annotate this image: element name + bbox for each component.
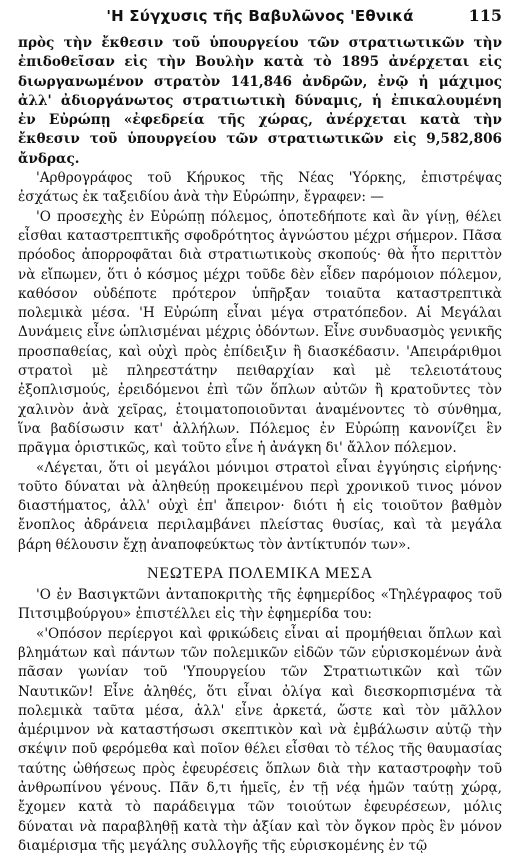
paragraph-armaments: «'Οπόσον περίεργοι καὶ φρικώδεις εἶναι αἱ προμήθειαι ὅπλων καὶ βλημάτων καὶ πάντων τῶν πολεμικῶν εἰδῶν τῶν εὑρισκομένων ἀνὰ πᾶσαν γωνίαν τοῦ 'Υπουργείου τῶν Στρατιωτικῶν καὶ τῶν Ναυτικῶν! Εἶνε ἀληθές, ὅτι εἶναι ὀλίγα καὶ διεσκορπισμένα τὰ πολεμικὰ ταῦτα μέσα, ἀλλ' εἶνε ἀρκετά, ὥστε καὶ τὸν μᾶλλον ἀμέριμνον νὰ καταστήσωσι σκεπτικὸν καὶ νὰ ἐμβάλωσιν αὐτῷ τὴν σκέψιν ποῦ φερόμεθα καὶ ποῖον θέλει εἶσθαι τὸ τέλος τῆς θαυμασίας ταύτης ὠθήσεως πρὸς ἐφευρέσεις ὅπλων διὰ τὴν καταστροφὴν τοῦ ἀνθρωπίνου γένους. Πᾶν δ,τι ἡμεῖς, ἐν τῇ νέᾳ ἡμῶν ταύτῃ χώρᾳ, ἔχομεν κατὰ τὸ παράδειγμα τῶν τοιούτων ἐφευρέσεων, μόλις δύναται νὰ παραβληθῇ κατὰ τὴν ἀξίαν καὶ τὸν ὄγκον πρὸς ἓν μόνον διαμέρισμα τῆς μεγάλης συλλογῆς τῆς εὑρισκομένης ἐν τῷ [18,625,502,854]
page-number: 115 [468,6,502,25]
paragraph-washington: 'Ο ἐν Βασιγκτῶνι ἀνταποκριτὴς τῆς ἐφημερίδος «Τηλέγραφος τοῦ Πιτσιμβούργου» ἐπιστέλλει εἰς τὴν ἐφημερίδα του: [18,587,502,623]
running-header [18,6,502,34]
paragraph-correspondent: 'Αρθρογράφος τοῦ Κήρυκος τῆς Νέας 'Υόρκης, ἐπιστρέψας ἐσχάτως ἐκ ταξειδίου ἀνὰ τὴν Εὐρώπην, ἔγραφεν: — [18,170,502,206]
paragraph-continuation: πρὸς τὴν ἔκθεσιν τοῦ ὑπουργείου τῶν στρατιωτικῶν τὴν ἐπιδοθεῖσαν εἰς τὴν Βουλὴν κατὰ τὸ 1895 ἀνέρχεται εἰς διωργανωμένον στρατὸν 141,846 ἀνδρῶν, ἐνῷ ἡ μάχιμος ἀλλ' ἀδιοργάνωτος στρατιωτικὴ δύναμις, ἡ ἐπικαλουμένη ἐν Εὐρώπῃ «ἐφεδρεία τῆς χώρας, ἀνέρχεται κατὰ τὴν ἔκθεσιν τοῦ ὑπουργείου τῶν στρατιωτικῶν εἰς 9,582,806 ἄνδρας. [18,35,502,167]
body-text [18,34,502,856]
paragraph-quote-war: 'Ο προσεχὴς ἐν Εὐρώπῃ πόλεμος, ὁποτεδήποτε καὶ ἂν γίνῃ, θέλει εἶσθαι καταστρεπτικῆς σφοδρότητος ἀγνώστου μέχρι σήμερον. Πᾶσα πρόοδος ἀπορροφᾶται διὰ στρατιωτικοὺς σκοπούς· θὰ ἦτο περιττὸν νὰ εἴπωμεν, ὅτι ὁ κόσμος μέχρι τοῦδε δὲν εἶδεν παρόμοιον πόλεμον, καθόσον οὐδέποτε πρότερον ὑπῆρξαν τοιαῦτα καταστρεπτικὰ πολεμικὰ μέσα. 'Η Εὐρώπη εἶναι μέγα στρατόπεδον. Αἱ Μεγάλαι Δυνάμεις εἶνε ὡπλισμέναι μέχρις ὀδόντων. Εἶνε συνδυασμὸς γενικῆς προσπαθείας, καὶ οὐχὶ πρὸς ἐπίδειξιν ἢ διασκέδασιν. 'Απειράριθμοι στρατοὶ μὲ πληρεστάτην πειθαρχίαν καὶ μὲ τελειοτάτους ἐξοπλισμούς, ἐρειδόμενοι ἐπὶ τῶν ὅπλων αὐτῶν ἢ κρατοῦντες τὸν χαλινὸν ἀνὰ χεῖρας, ἑτοιματοποιοῦνται ἀναμένοντες τὸ σύνθημα, ἵνα βαδίσωσιν κατ' ἀλλήλων. Πόλεμος ἐν Εὐρώπῃ κανονίζει ἓν πρᾶγμα ὁριστικῶς, καὶ τοῦτο εἶνε ἡ ἀνάγκη δι' ἄλλον πόλεμον. [18,208,502,457]
paragraph-quote-peace: «Λέγεται, ὅτι οἱ μεγάλοι μόνιμοι στρατοὶ εἶναι ἐγγύησις εἰρήνης· τοῦτο δύναται νὰ ἀληθεύῃ προκειμένου περὶ χρονικοῦ τινος μόνον διαστήματος, ἀλλ' οὐχὶ ἐπ' ἄπειρον· διότι ἡ εἰς τοιοῦτον βαθμὸν ἔνοπλος ἀδράνεια περιλαμβάνει πλείστας θυσίας, καὶ τὰ μεγάλα βάρη θέλουσιν ἔχῃ ἀναποφεύκτως τὸν ἀντίκτυπόν των». [18,459,502,553]
section-heading: ΝΕΩΤΕΡΑ ΠΟΛΕΜΙΚΑ ΜΕΣΑ [146,565,374,583]
running-title: 'Η Σύγχυσις τῆς Βαβυλῶνος 'Εθνικά [106,7,414,25]
